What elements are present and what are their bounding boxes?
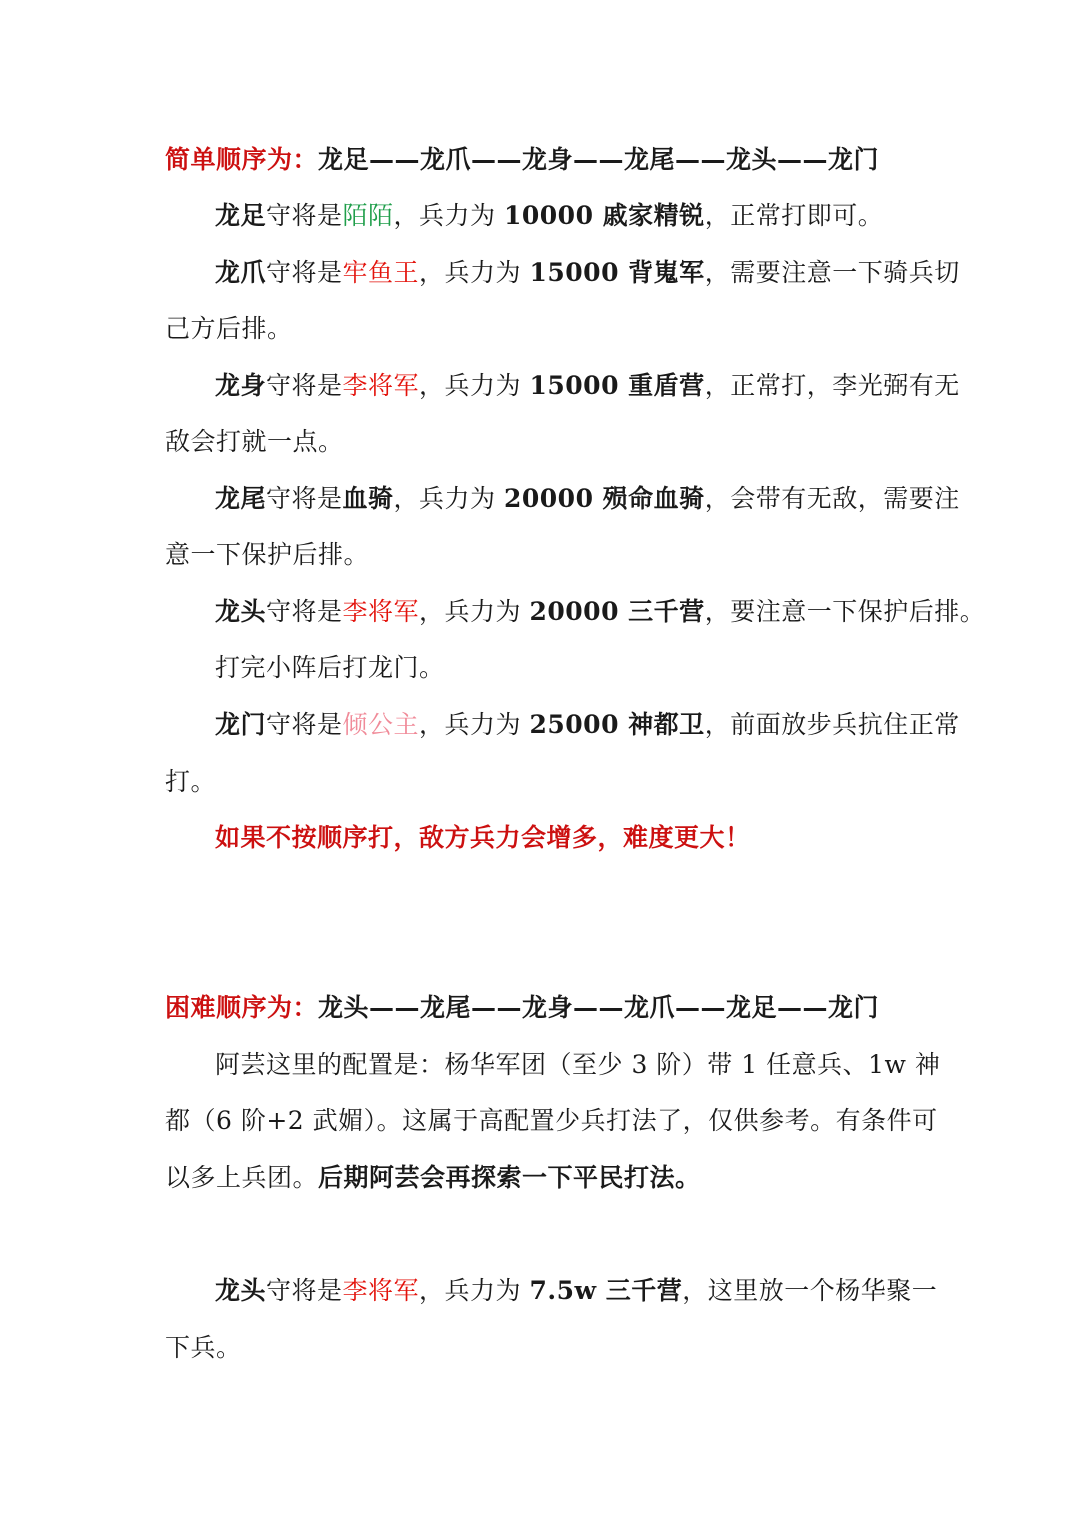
general-name: 血骑 <box>342 484 394 513</box>
warning-text: 如果不按顺序打，敌方兵力会增多，难度更大！ <box>215 823 751 852</box>
hard-config-line-3 <box>165 1160 701 1196</box>
bold-note: 后期阿芸会再探索一下平民打法。 <box>318 1163 701 1192</box>
text: ，会带有无敌，需要注 <box>704 484 960 513</box>
text: ，这里放一个杨华聚一 <box>682 1276 938 1305</box>
easy-paragraph-longwei <box>215 481 960 517</box>
easy-heading-sequence: 龙足——龙爪——龙身——龙尾——龙头——龙门 <box>318 145 880 174</box>
text: ，正常打即可。 <box>704 201 884 230</box>
text: 下兵。 <box>165 1333 242 1362</box>
general-name: 李将军 <box>342 371 420 400</box>
easy-paragraph-longwei-cont <box>165 537 369 573</box>
easy-order-heading <box>165 142 879 178</box>
troop-count: 7.5w 三千营 <box>529 1276 683 1305</box>
troop-count: 15000 背嵬军 <box>529 258 705 287</box>
hard-paragraph-longtou <box>215 1273 937 1309</box>
text: ，兵力为 <box>393 484 504 513</box>
general-name: 陌陌 <box>342 201 394 230</box>
text: 守将是 <box>266 710 343 739</box>
text: 打完小阵后打龙门。 <box>215 653 445 682</box>
text: ，兵力为 <box>419 258 530 287</box>
easy-paragraph-longmen-cont <box>165 764 216 800</box>
troop-count: 25000 神都卫 <box>529 710 705 739</box>
text: 己方后排。 <box>165 314 293 343</box>
text: 打。 <box>165 767 217 796</box>
hard-heading-label: 困难顺序为： <box>165 993 319 1022</box>
text: 守将是 <box>266 258 343 287</box>
text: ，需要注意一下骑兵切 <box>704 258 960 287</box>
easy-paragraph-longzu <box>215 198 883 234</box>
easy-paragraph-after <box>215 650 445 686</box>
easy-paragraph-longshen-cont <box>165 424 344 460</box>
hard-order-heading <box>165 990 879 1026</box>
text: 守将是 <box>266 371 343 400</box>
general-name: 牢鱼王 <box>342 258 420 287</box>
text: ，兵力为 <box>419 597 530 626</box>
hard-config-line-1 <box>215 1047 940 1083</box>
text: 意一下保护后排。 <box>165 540 370 569</box>
text: 守将是 <box>266 484 343 513</box>
text: 都（6 阶+2 武媚）。这属于高配置少兵打法了，仅供参考。有条件可 <box>165 1106 938 1135</box>
text: 阿芸这里的配置是：杨华军团（至少 3 阶）带 1 任意兵、1w 神 <box>215 1050 941 1079</box>
text: 敌会打就一点。 <box>165 427 344 456</box>
hard-config-line-2 <box>165 1103 938 1139</box>
text: 守将是 <box>266 597 343 626</box>
text: ，正常打，李光弼有无 <box>704 371 960 400</box>
troop-count: 20000 三千营 <box>529 597 705 626</box>
stage-name: 龙头 <box>215 1276 267 1305</box>
easy-paragraph-longshen <box>215 368 960 404</box>
troop-count: 10000 戚家精锐 <box>504 201 705 230</box>
easy-heading-label: 简单顺序为： <box>165 145 319 174</box>
text: ，前面放步兵抗住正常 <box>704 710 960 739</box>
easy-warning <box>215 820 751 856</box>
text: ，兵力为 <box>419 1276 530 1305</box>
easy-paragraph-longtou <box>215 594 985 630</box>
text: ，兵力为 <box>419 371 530 400</box>
general-name: 李将军 <box>342 597 420 626</box>
stage-name: 龙尾 <box>215 484 267 513</box>
hard-paragraph-longtou-cont <box>165 1330 242 1366</box>
stage-name: 龙身 <box>215 371 267 400</box>
stage-name: 龙爪 <box>215 258 267 287</box>
text: 守将是 <box>266 201 343 230</box>
troop-count: 20000 殒命血骑 <box>504 484 705 513</box>
easy-paragraph-longmen <box>215 707 960 743</box>
text: 以多上兵团。 <box>165 1163 319 1192</box>
stage-name: 龙门 <box>215 710 267 739</box>
text: 守将是 <box>266 1276 343 1305</box>
stage-name: 龙头 <box>215 597 267 626</box>
text: ，兵力为 <box>393 201 504 230</box>
text: ，兵力为 <box>419 710 530 739</box>
easy-paragraph-longzhua-cont <box>165 311 293 347</box>
hard-heading-sequence: 龙头——龙尾——龙身——龙爪——龙足——龙门 <box>318 993 880 1022</box>
general-name: 倾公主 <box>342 710 420 739</box>
general-name: 李将军 <box>342 1276 420 1305</box>
troop-count: 15000 重盾营 <box>529 371 705 400</box>
easy-paragraph-longzhua <box>215 255 960 291</box>
text: ，要注意一下保护后排。 <box>704 597 986 626</box>
stage-name: 龙足 <box>215 201 267 230</box>
